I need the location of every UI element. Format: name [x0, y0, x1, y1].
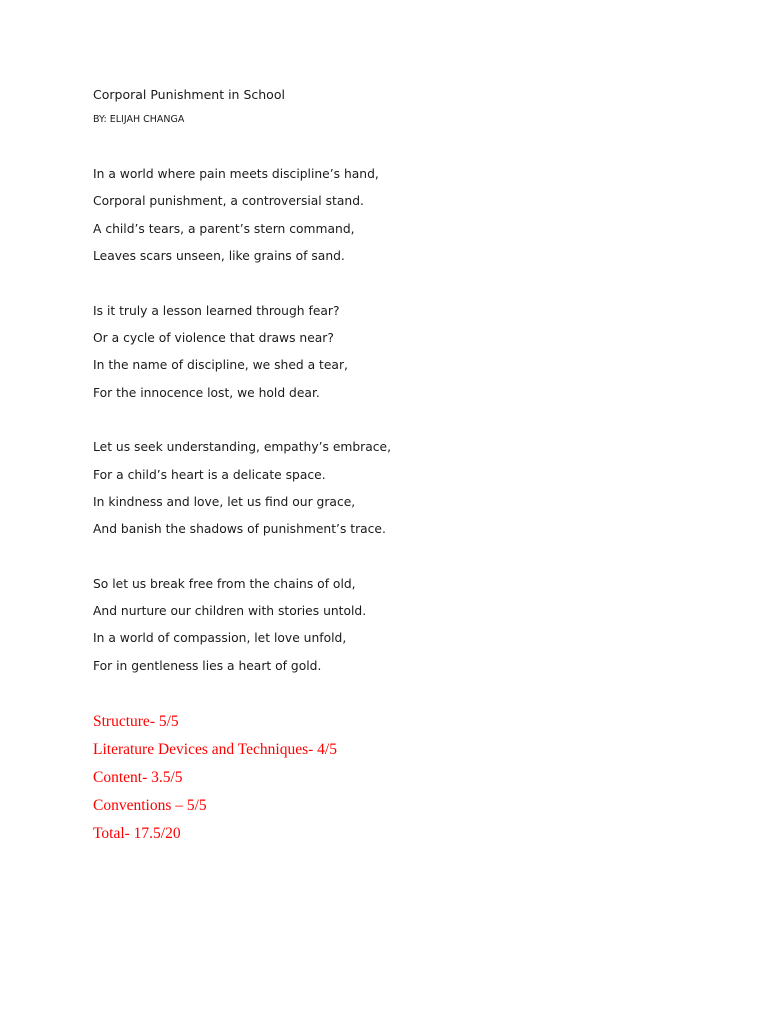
document-author: BY: ELIJAH CHANGA	[93, 114, 185, 125]
poem-line: Or a cycle of violence that draws near?	[93, 330, 334, 345]
poem-line: Corporal punishment, a controversial stand.	[93, 194, 364, 209]
poem-line: A child’s tears, a parent’s stern command,	[93, 221, 355, 236]
poem-line: In a world where pain meets discipline’s hand,	[93, 167, 379, 181]
poem-line: And nurture our children with stories untold.	[93, 604, 367, 619]
grade-conventions: Conventions – 5/5	[93, 797, 207, 814]
grade-content: Content- 3.5/5	[93, 769, 183, 786]
poem-line: In the name of discipline, we shed a tear,	[93, 358, 348, 373]
grade-literature-devices: Literature Devices and Techniques- 4/5	[93, 741, 337, 758]
poem-line: Is it truly a lesson learned through fear?	[93, 303, 340, 318]
poem-line: So let us break free from the chains of old,	[93, 576, 356, 591]
poem-line: And banish the shadows of punishment’s trace.	[93, 522, 386, 537]
poem-line: In kindness and love, let us find our grace,	[93, 494, 356, 509]
poem-stanza-4	[93, 575, 693, 685]
poem-line: For the innocence lost, we hold dear.	[93, 385, 320, 400]
poem-line: For a child’s heart is a delicate space.	[93, 467, 326, 482]
poem-line: Let us seek understanding, empathy’s embrace,	[93, 440, 391, 455]
grade-total: Total- 17.5/20	[93, 825, 181, 842]
poem-line: Leaves scars unseen, like grains of sand.	[93, 249, 345, 264]
poem-stanza-3	[93, 438, 693, 548]
poem-stanza-1	[93, 165, 693, 275]
grade-structure: Structure- 5/5	[93, 713, 179, 730]
poem-body	[93, 165, 693, 711]
poem-stanza-2	[93, 302, 693, 412]
grading-rubric	[93, 712, 337, 852]
poem-line: For in gentleness lies a heart of gold.	[93, 658, 322, 673]
document-title: Corporal Punishment in School	[93, 87, 285, 102]
poem-line: In a world of compassion, let love unfold,	[93, 631, 347, 646]
